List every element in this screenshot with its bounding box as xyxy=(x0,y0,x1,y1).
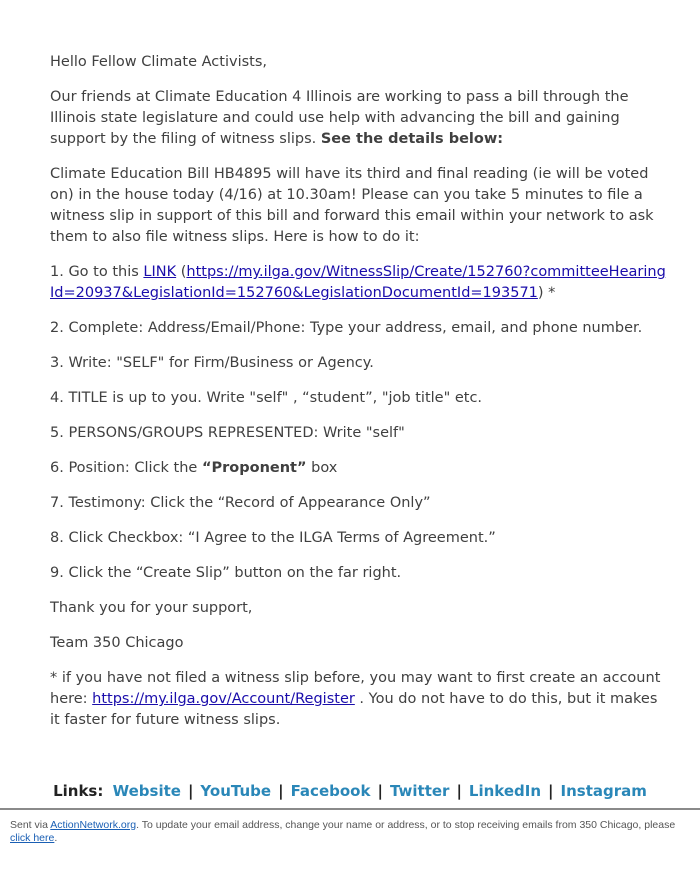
step-2: 2. Complete: Address/Email/Phone: Type your address, email, and phone number. xyxy=(50,320,643,336)
links-label: Links: xyxy=(53,782,104,800)
separator: | xyxy=(187,782,194,800)
instagram-link[interactable]: Instagram xyxy=(560,782,647,800)
intro-paragraph xyxy=(50,87,670,150)
step1-open: ( xyxy=(176,264,187,280)
step-7: 7. Testimony: Click the “Record of Appearance Only” xyxy=(50,495,431,511)
twitter-link[interactable]: Twitter xyxy=(389,782,450,800)
separator: | xyxy=(377,782,383,800)
social-links-bar xyxy=(0,782,700,800)
link-anchor[interactable]: LINK xyxy=(143,264,177,280)
step-1 xyxy=(50,262,670,304)
note-prefix: * if you have not filed a witness slip before, you may want to first create an account here: xyxy=(50,670,661,707)
signature: Team 350 Chicago xyxy=(50,635,184,651)
step6-prefix: 6. Position: Click the xyxy=(50,460,202,476)
note-paragraph xyxy=(50,668,670,731)
footer-end: . xyxy=(54,832,58,844)
register-url-link[interactable]: https://my.ilga.gov/Account/Register xyxy=(92,691,355,707)
step-8: 8. Click Checkbox: “I Agree to the ILGA Terms of Agreement.” xyxy=(50,530,496,546)
step1-close: ) * xyxy=(537,285,556,301)
intro-text: Our friends at Climate Education 4 Illinois are working to pass a bill through the Illinois state legislature and could use help with advancing the bill and gaining support by the filing of witness slips. xyxy=(50,89,629,147)
facebook-link[interactable]: Facebook xyxy=(290,782,371,800)
step-6 xyxy=(50,458,670,479)
footer-middle: . To update your email address, change your name or address, or to stop receiving emails from 350 Chicago, please xyxy=(136,819,676,831)
step-3: 3. Write: "SELF" for Firm/Business or Agency. xyxy=(50,355,374,371)
separator: | xyxy=(456,782,462,800)
details-paragraph: Climate Education Bill HB4895 will have its third and final reading (ie will be voted on) in the house today (4/16) at 10.30am! Please can you take 5 minutes to file a witness slip in support of this bill and forward this email within your network to ask them to also file witness slips. Here is how to do it: xyxy=(50,166,654,245)
unsubscribe-link[interactable]: click here xyxy=(10,832,55,844)
step6-suffix: box xyxy=(306,460,338,476)
footer-divider xyxy=(0,808,700,810)
step1-prefix: 1. Go to this xyxy=(50,264,144,280)
step6-bold: “Proponent” xyxy=(201,460,307,476)
witness-slip-url-link[interactable]: https://my.ilga.gov/WitnessSlip/Create/152760?committeeHearingId=20937&LegislationId=152760&LegislationDocumentId=193571 xyxy=(50,264,666,301)
greeting: Hello Fellow Climate Activists, xyxy=(50,54,267,70)
intro-bold: See the details below: xyxy=(320,131,504,147)
youtube-link[interactable]: YouTube xyxy=(200,782,272,800)
actionnetwork-link[interactable]: ActionNetwork.org xyxy=(50,819,137,831)
step-5: 5. PERSONS/GROUPS REPRESENTED: Write "self" xyxy=(50,425,405,441)
step-9: 9. Click the “Create Slip” button on the far right. xyxy=(50,565,402,581)
separator: | xyxy=(278,782,284,800)
thanks: Thank you for your support, xyxy=(50,600,253,616)
step-4: 4. TITLE is up to you. Write "self" , “student”, "job title" etc. xyxy=(50,390,483,406)
website-link[interactable]: Website xyxy=(112,782,181,800)
footer-notice xyxy=(10,819,690,845)
linkedin-link[interactable]: LinkedIn xyxy=(468,782,542,800)
footer-sent-via: Sent via xyxy=(10,819,51,831)
separator: | xyxy=(548,782,554,800)
email-body xyxy=(50,52,670,745)
note-suffix: . You do not have to do this, but it makes it faster for future witness slips. xyxy=(50,691,658,728)
